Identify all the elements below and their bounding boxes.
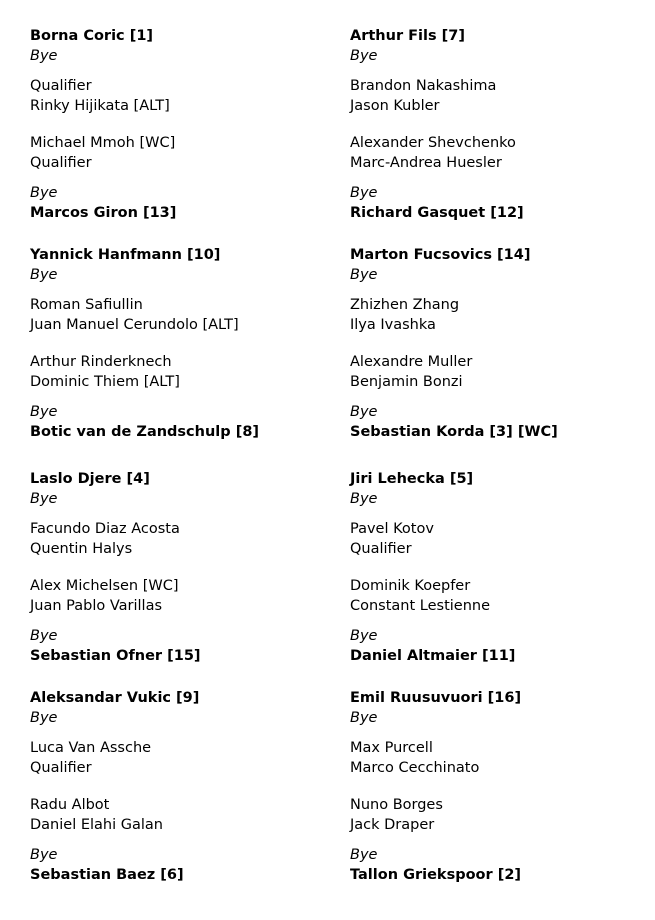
player-entry: Dominik Koepfer [350, 578, 471, 594]
player-entry: Daniel Elahi Galan [30, 817, 163, 833]
player-entry: Nuno Borges [350, 797, 443, 813]
player-entry: Arthur Rinderknech [30, 354, 172, 370]
player-bye: Bye [30, 48, 58, 64]
player-entry: Marc-Andrea Huesler [350, 155, 502, 171]
player-bye: Bye [350, 48, 378, 64]
player-bye: Bye [30, 185, 58, 201]
player-seeded: Yannick Hanfmann [10] [30, 247, 221, 263]
player-seeded: Arthur Fils [7] [350, 28, 466, 44]
player-seeded: Marcos Giron [13] [30, 205, 177, 221]
player-entry: Jack Draper [350, 817, 435, 833]
player-entry: Roman Safiullin [30, 297, 143, 313]
player-seeded: Marton Fucsovics [14] [350, 247, 531, 263]
player-entry: Facundo Diaz Acosta [30, 521, 180, 537]
player-entry: Alexandre Muller [350, 354, 473, 370]
player-bye: Bye [30, 491, 58, 507]
player-entry: Brandon Nakashima [350, 78, 497, 94]
player-entry: Rinky Hijikata [ALT] [30, 98, 170, 114]
player-entry: Constant Lestienne [350, 598, 491, 614]
player-entry: Marco Cecchinato [350, 760, 480, 776]
player-seeded: Daniel Altmaier [11] [350, 648, 516, 664]
player-entry: Alexander Shevchenko [350, 135, 516, 151]
player-seeded: Botic van de Zandschulp [8] [30, 424, 260, 440]
player-entry: Quentin Halys [30, 541, 133, 557]
player-entry: Dominic Thiem [ALT] [30, 374, 180, 390]
player-seeded: Emil Ruusuvuori [16] [350, 690, 522, 706]
player-bye: Bye [30, 404, 58, 420]
player-entry: Juan Manuel Cerundolo [ALT] [30, 317, 239, 333]
player-bye: Bye [350, 710, 378, 726]
player-bye: Bye [350, 491, 378, 507]
player-entry: Juan Pablo Varillas [30, 598, 163, 614]
player-entry: Qualifier [30, 760, 92, 776]
player-seeded: Sebastian Baez [6] [30, 867, 184, 883]
player-entry: Pavel Kotov [350, 521, 434, 537]
player-seeded: Richard Gasquet [12] [350, 205, 524, 221]
player-seeded: Borna Coric [1] [30, 28, 154, 44]
player-seeded: Aleksandar Vukic [9] [30, 690, 200, 706]
player-bye: Bye [350, 847, 378, 863]
player-entry: Qualifier [30, 78, 92, 94]
player-bye: Bye [30, 847, 58, 863]
player-entry: Zhizhen Zhang [350, 297, 460, 313]
player-bye: Bye [30, 710, 58, 726]
player-seeded: Laslo Djere [4] [30, 471, 150, 487]
player-seeded: Sebastian Ofner [15] [30, 648, 201, 664]
player-bye: Bye [350, 267, 378, 283]
player-bye: Bye [350, 628, 378, 644]
player-seeded: Sebastian Korda [3] [WC] [350, 424, 558, 440]
player-entry: Jason Kubler [350, 98, 440, 114]
player-bye: Bye [350, 185, 378, 201]
player-entry: Benjamin Bonzi [350, 374, 463, 390]
player-entry: Qualifier [30, 155, 92, 171]
player-entry: Max Purcell [350, 740, 433, 756]
player-entry: Ilya Ivashka [350, 317, 436, 333]
player-entry: Luca Van Assche [30, 740, 152, 756]
player-bye: Bye [350, 404, 378, 420]
player-seeded: Jiri Lehecka [5] [350, 471, 474, 487]
player-entry: Radu Albot [30, 797, 110, 813]
player-bye: Bye [30, 628, 58, 644]
player-entry: Qualifier [350, 541, 412, 557]
player-entry: Michael Mmoh [WC] [30, 135, 176, 151]
player-bye: Bye [30, 267, 58, 283]
player-seeded: Tallon Griekspoor [2] [350, 867, 522, 883]
player-entry: Alex Michelsen [WC] [30, 578, 179, 594]
